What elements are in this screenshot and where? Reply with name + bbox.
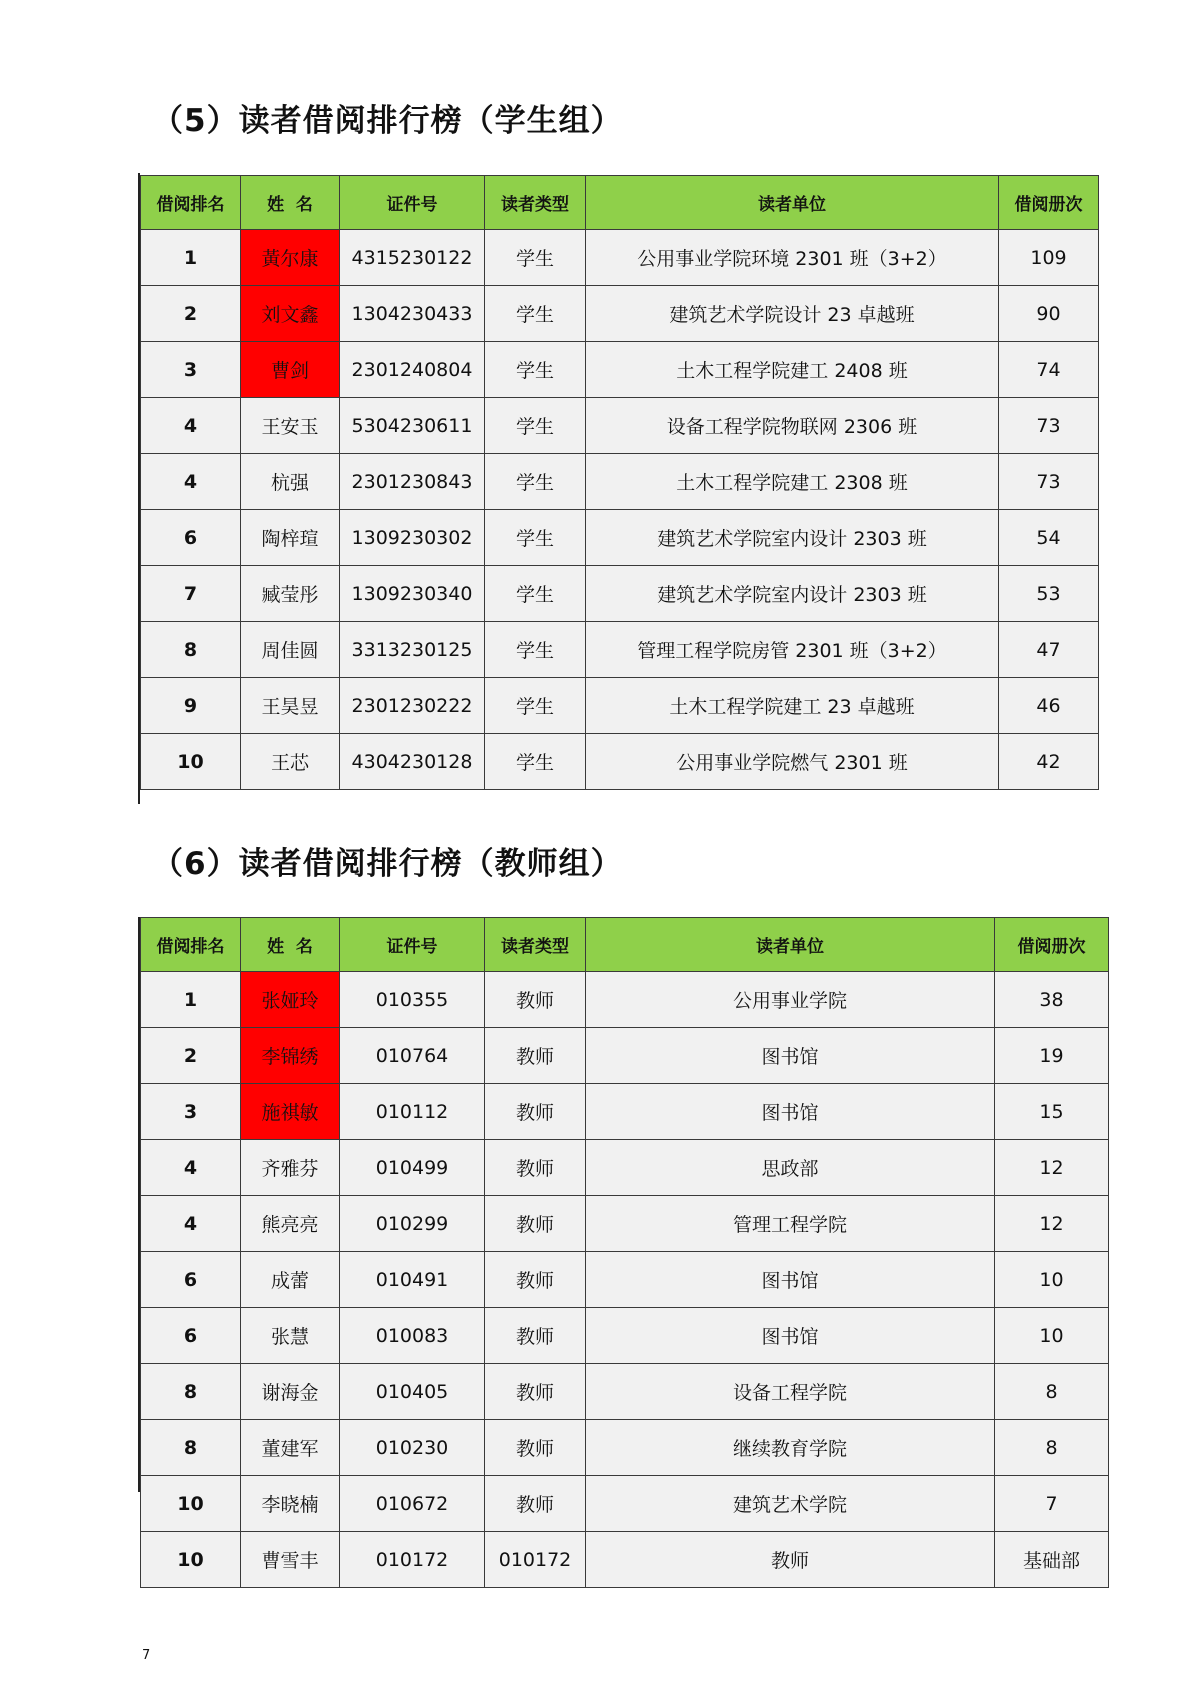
unit-cell: 教师 [586, 1532, 995, 1588]
count-cell: 8 [995, 1420, 1109, 1476]
type-cell: 教师 [485, 972, 586, 1028]
unit-cell: 公用事业学院环境 2301 班（3+2） [586, 230, 999, 286]
rank-cell: 6 [141, 1308, 241, 1364]
unit-cell: 公用事业学院 [586, 972, 995, 1028]
type-cell: 010172 [485, 1532, 586, 1588]
table-row [141, 454, 1099, 510]
id-cell: 2301240804 [340, 342, 485, 398]
count-cell: 基础部 [995, 1532, 1109, 1588]
id-cell: 010764 [340, 1028, 485, 1084]
unit-cell: 设备工程学院物联网 2306 班 [586, 398, 999, 454]
name-cell: 熊亮亮 [241, 1196, 340, 1252]
unit-cell: 继续教育学院 [586, 1420, 995, 1476]
rank-cell: 2 [141, 1028, 241, 1084]
type-cell: 教师 [485, 1308, 586, 1364]
rank-cell: 9 [141, 678, 241, 734]
id-cell: 010405 [340, 1364, 485, 1420]
type-cell: 教师 [485, 1196, 586, 1252]
type-cell: 学生 [485, 678, 586, 734]
table-row [141, 1308, 1109, 1364]
id-cell: 010499 [340, 1140, 485, 1196]
rank-cell: 3 [141, 1084, 241, 1140]
count-cell: 12 [995, 1140, 1109, 1196]
id-cell: 010230 [340, 1420, 485, 1476]
unit-cell: 建筑艺术学院室内设计 2303 班 [586, 566, 999, 622]
rank-cell: 8 [141, 622, 241, 678]
name-cell: 杭强 [241, 454, 340, 510]
type-cell: 学生 [485, 398, 586, 454]
count-cell: 10 [995, 1308, 1109, 1364]
type-cell: 教师 [485, 1476, 586, 1532]
count-cell: 54 [999, 510, 1099, 566]
id-cell: 010112 [340, 1084, 485, 1140]
count-cell: 53 [999, 566, 1099, 622]
table-row [141, 1532, 1109, 1588]
name-cell: 谢海金 [241, 1364, 340, 1420]
unit-cell: 图书馆 [586, 1308, 995, 1364]
name-cell: 黃尔康 [241, 230, 340, 286]
id-cell: 010083 [340, 1308, 485, 1364]
table-row [141, 1196, 1109, 1252]
id-cell: 010172 [340, 1532, 485, 1588]
id-cell: 010672 [340, 1476, 485, 1532]
table-row [141, 230, 1099, 286]
page-number: 7 [142, 1648, 151, 1663]
name-cell: 董建军 [241, 1420, 340, 1476]
count-cell: 47 [999, 622, 1099, 678]
type-cell: 教师 [485, 1028, 586, 1084]
id-cell: 1309230340 [340, 566, 485, 622]
unit-cell: 管理工程学院 [586, 1196, 995, 1252]
type-cell: 教师 [485, 1084, 586, 1140]
table-row [141, 1364, 1109, 1420]
header-unit: 读者单位 [586, 918, 995, 972]
teacher-ranking-table [140, 917, 1109, 1588]
id-cell: 5304230611 [340, 398, 485, 454]
header-rank: 借阅排名 [141, 918, 241, 972]
name-cell: 施祺敏 [241, 1084, 340, 1140]
unit-cell: 土木工程学院建工 2308 班 [586, 454, 999, 510]
count-cell: 73 [999, 398, 1099, 454]
rank-cell: 4 [141, 398, 241, 454]
header-id: 证件号 [340, 176, 485, 230]
name-cell: 曹剑 [241, 342, 340, 398]
count-cell: 109 [999, 230, 1099, 286]
id-cell: 3313230125 [340, 622, 485, 678]
rank-cell: 1 [141, 972, 241, 1028]
header-name: 姓 名 [241, 918, 340, 972]
type-cell: 学生 [485, 510, 586, 566]
type-cell: 学生 [485, 230, 586, 286]
table-row [141, 1476, 1109, 1532]
unit-cell: 管理工程学院房管 2301 班（3+2） [586, 622, 999, 678]
name-cell: 李晓楠 [241, 1476, 340, 1532]
table-row [141, 678, 1099, 734]
table-row [141, 1028, 1109, 1084]
teacher-ranking-table-wrapper [140, 917, 1109, 1588]
header-count: 借阅册次 [995, 918, 1109, 972]
table-row [141, 510, 1099, 566]
id-cell: 010299 [340, 1196, 485, 1252]
student-ranking-table-wrapper [140, 175, 1099, 790]
table-row [141, 342, 1099, 398]
rank-cell: 4 [141, 1196, 241, 1252]
unit-cell: 图书馆 [586, 1084, 995, 1140]
type-cell: 教师 [485, 1364, 586, 1420]
id-cell: 4315230122 [340, 230, 485, 286]
count-cell: 90 [999, 286, 1099, 342]
rank-cell: 8 [141, 1420, 241, 1476]
id-cell: 2301230222 [340, 678, 485, 734]
type-cell: 学生 [485, 286, 586, 342]
unit-cell: 图书馆 [586, 1028, 995, 1084]
count-cell: 74 [999, 342, 1099, 398]
count-cell: 42 [999, 734, 1099, 790]
rank-cell: 10 [141, 1476, 241, 1532]
name-cell: 王昊昱 [241, 678, 340, 734]
teacher-section-title: （6）读者借阅排行榜（教师组） [152, 846, 623, 882]
rank-cell: 6 [141, 1252, 241, 1308]
name-cell: 陶梓瑄 [241, 510, 340, 566]
unit-cell: 图书馆 [586, 1252, 995, 1308]
rank-cell: 10 [141, 1532, 241, 1588]
header-unit: 读者单位 [586, 176, 999, 230]
table-row [141, 972, 1109, 1028]
table-row [141, 734, 1099, 790]
count-cell: 10 [995, 1252, 1109, 1308]
rank-cell: 7 [141, 566, 241, 622]
name-cell: 张慧 [241, 1308, 340, 1364]
id-cell: 1304230433 [340, 286, 485, 342]
header-type: 读者类型 [485, 176, 586, 230]
name-cell: 臧莹彤 [241, 566, 340, 622]
table-header-row [141, 918, 1109, 972]
student-ranking-table [140, 175, 1099, 790]
name-cell: 曹雪丰 [241, 1532, 340, 1588]
count-cell: 73 [999, 454, 1099, 510]
unit-cell: 公用事业学院燃气 2301 班 [586, 734, 999, 790]
type-cell: 学生 [485, 622, 586, 678]
rank-cell: 1 [141, 230, 241, 286]
table-row [141, 1420, 1109, 1476]
name-cell: 齐雅芬 [241, 1140, 340, 1196]
table-row [141, 566, 1099, 622]
unit-cell: 设备工程学院 [586, 1364, 995, 1420]
type-cell: 教师 [485, 1420, 586, 1476]
id-cell: 010491 [340, 1252, 485, 1308]
table-row [141, 1084, 1109, 1140]
type-cell: 学生 [485, 342, 586, 398]
header-rank: 借阅排名 [141, 176, 241, 230]
type-cell: 教师 [485, 1252, 586, 1308]
rank-cell: 8 [141, 1364, 241, 1420]
unit-cell: 建筑艺术学院室内设计 2303 班 [586, 510, 999, 566]
name-cell: 刘文鑫 [241, 286, 340, 342]
unit-cell: 土木工程学院建工 2408 班 [586, 342, 999, 398]
name-cell: 张娅玲 [241, 972, 340, 1028]
header-name: 姓 名 [241, 176, 340, 230]
id-cell: 4304230128 [340, 734, 485, 790]
header-type: 读者类型 [485, 918, 586, 972]
unit-cell: 建筑艺术学院设计 23 卓越班 [586, 286, 999, 342]
unit-cell: 建筑艺术学院 [586, 1476, 995, 1532]
student-section-title: （5）读者借阅排行榜（学生组） [152, 103, 623, 139]
table-row [141, 1252, 1109, 1308]
rank-cell: 4 [141, 454, 241, 510]
count-cell: 15 [995, 1084, 1109, 1140]
unit-cell: 思政部 [586, 1140, 995, 1196]
count-cell: 8 [995, 1364, 1109, 1420]
name-cell: 周佳圆 [241, 622, 340, 678]
count-cell: 7 [995, 1476, 1109, 1532]
table-row [141, 622, 1099, 678]
count-cell: 19 [995, 1028, 1109, 1084]
name-cell: 王芯 [241, 734, 340, 790]
type-cell: 学生 [485, 454, 586, 510]
rank-cell: 10 [141, 734, 241, 790]
rank-cell: 6 [141, 510, 241, 566]
count-cell: 38 [995, 972, 1109, 1028]
name-cell: 成蕾 [241, 1252, 340, 1308]
id-cell: 010355 [340, 972, 485, 1028]
table-row [141, 1140, 1109, 1196]
id-cell: 1309230302 [340, 510, 485, 566]
rank-cell: 3 [141, 342, 241, 398]
type-cell: 教师 [485, 1140, 586, 1196]
table-row [141, 286, 1099, 342]
unit-cell: 土木工程学院建工 23 卓越班 [586, 678, 999, 734]
rank-cell: 4 [141, 1140, 241, 1196]
type-cell: 学生 [485, 566, 586, 622]
type-cell: 学生 [485, 734, 586, 790]
name-cell: 王安玉 [241, 398, 340, 454]
table-header-row [141, 176, 1099, 230]
name-cell: 李锦绣 [241, 1028, 340, 1084]
rank-cell: 2 [141, 286, 241, 342]
header-count: 借阅册次 [999, 176, 1099, 230]
count-cell: 12 [995, 1196, 1109, 1252]
header-id: 证件号 [340, 918, 485, 972]
id-cell: 2301230843 [340, 454, 485, 510]
count-cell: 46 [999, 678, 1099, 734]
table-row [141, 398, 1099, 454]
